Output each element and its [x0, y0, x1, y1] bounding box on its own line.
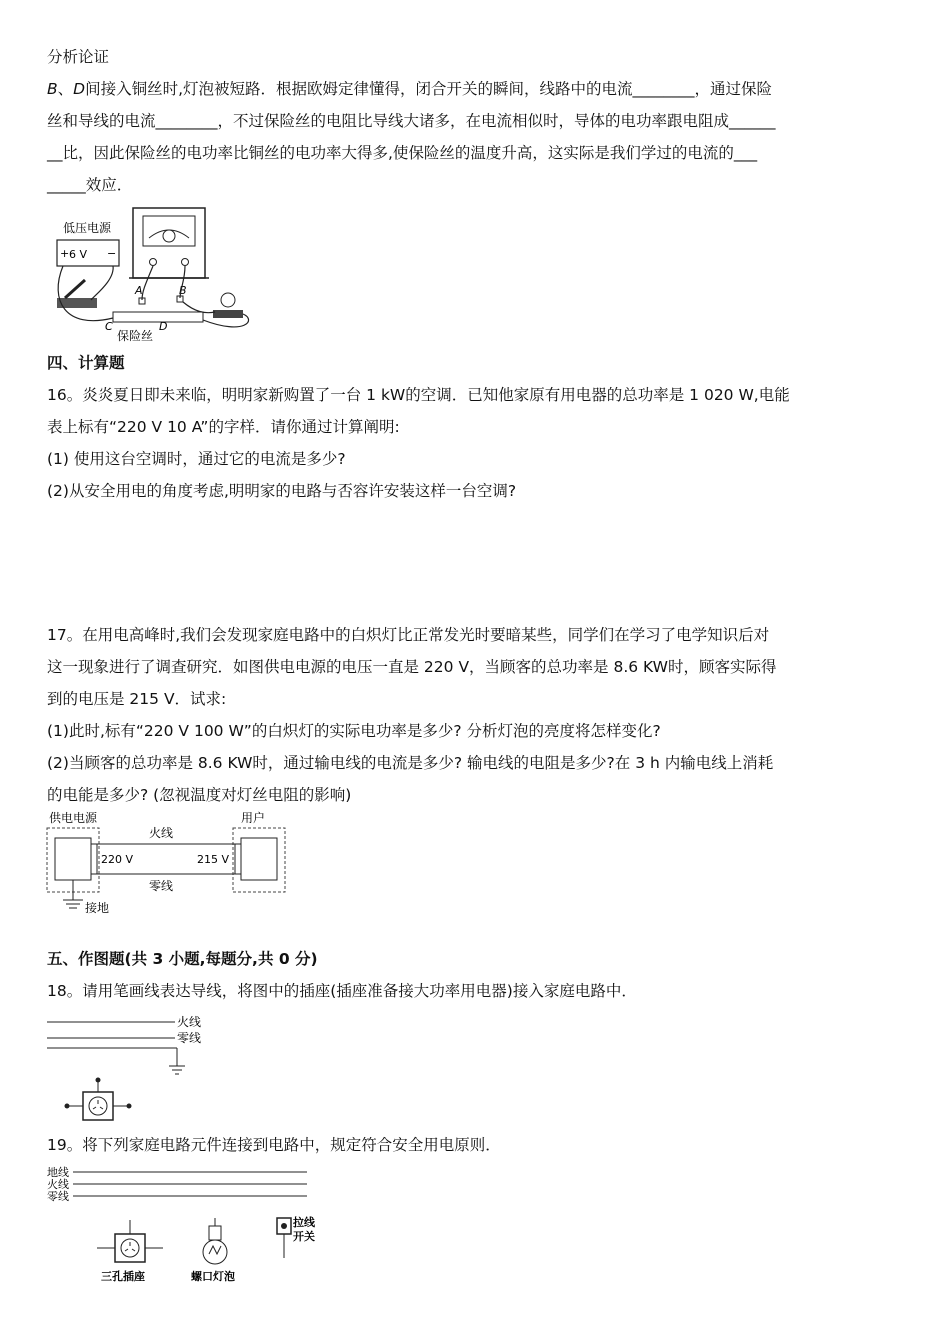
terminal-b: B: [179, 284, 187, 297]
q18-socket-figure: [45, 1008, 225, 1126]
q15-line-1: [47, 78, 772, 100]
source-voltage: 220 V: [101, 853, 134, 866]
fuse-board: [113, 312, 203, 322]
meter-dial-icon: [163, 230, 175, 242]
separator: 、: [57, 80, 74, 98]
bulb-base: [213, 310, 243, 318]
q19-household-circuit-figure: [45, 1162, 315, 1284]
terminal-d: D: [159, 320, 168, 333]
meter-terminal-left: [150, 259, 157, 266]
q17-line-2: 这一现象进行了调查研究．如图供电电源的电压一直是 220 V，当顾客的总功率是 8.6 KW时，顾客实际得: [47, 658, 777, 676]
analysis-heading: 分析论证: [47, 48, 110, 66]
user-voltage: 215 V: [197, 853, 230, 866]
switch-knife: [65, 280, 85, 298]
q18-line-1: 18。请用笔画线表达导线，将图中的插座(插座准备接大功率用电器)接入家庭电路中．: [47, 982, 637, 1000]
q16-line-1: 16。炎炎夏日即未来临，明明家新购置了一台 1 kW的空调．已知他家原有用电器的总功率是 1 020 W,电能: [47, 386, 790, 404]
source-box: [55, 838, 91, 880]
socket-label: 三孔插座: [101, 1270, 145, 1283]
q15-line-1-text: 间接入铜丝时,灯泡被短路．根据欧姆定律懂得，闭合开关的瞬间，线路中的电流________，通过保险: [85, 80, 773, 98]
label-b: B: [47, 80, 58, 98]
meter-terminal-right: [182, 259, 189, 266]
live-wire-label: 火线: [47, 1178, 69, 1191]
switch-label-1: 拉线: [293, 1216, 315, 1229]
source-label: 供电电源: [49, 811, 98, 825]
switch-label-2: 开关: [293, 1230, 315, 1243]
ground-wire-label: 地线: [47, 1166, 69, 1179]
q19-line-1: 19。将下列家庭电路元件连接到电路中，规定符合安全用电原则．: [47, 1136, 501, 1154]
plus-sign: +: [60, 247, 70, 260]
screw-bulb-icon: [203, 1240, 227, 1264]
q16-line-3: (1) 使用这台空调时，通过它的电流是多少?: [47, 450, 346, 468]
neutral-wire-label: 零线: [149, 879, 174, 893]
ground-label: 接地: [85, 901, 110, 914]
q16-line-4: (2)从安全用电的角度考虑,明明家的电路与否容许安装这样一台空调?: [47, 482, 517, 500]
q17-line-3: 到的电压是 215 V．试求:: [47, 690, 227, 708]
neutral-label: 零线: [177, 1031, 202, 1045]
q17-line-6: 的电能是多少? (忽视温度对灯丝电阻的影响): [47, 786, 352, 804]
label-d: D: [73, 80, 86, 98]
q17-line-1: 17。在用电高峰时,我们会发现家庭电路中的白炽灯比正常发光时要暗某些，同学们在学习了电学知识后对: [47, 626, 770, 644]
section-5-heading: 五、作图题(共 3 小题,每题分,共 0 分): [47, 950, 318, 968]
q15-line-4: _____效应．: [47, 176, 133, 194]
neutral-wire-label: 零线: [47, 1190, 69, 1203]
q17-line-5: (2)当顾客的总功率是 8.6 KW时，通过输电线的电流是多少? 输电线的电阻是多少?在 3 h 内输电线上消耗: [47, 754, 774, 772]
power-supply-label: 低压电源: [63, 221, 112, 235]
section-4-heading: 四、计算题: [47, 354, 125, 372]
terminal-c: C: [105, 320, 113, 333]
q17-line-4: (1)此时,标有“220 V 100 W”的白炽灯的实际电功率是多少? 分析灯泡的亮度将怎样变化?: [47, 722, 661, 740]
q17-power-line-figure: [45, 808, 295, 914]
q16-line-2: 表上标有“220 V 10 A”的字样．请你通过计算阐明:: [47, 418, 400, 436]
fuse-label: 保险丝: [117, 329, 154, 343]
bulb-icon: [221, 293, 235, 307]
user-box: [241, 838, 277, 880]
terminal-a: A: [135, 284, 143, 297]
live-label: 火线: [177, 1015, 202, 1029]
user-label: 用户: [241, 811, 266, 825]
q15-line-3: __比，因此保险丝的电功率比铜丝的电功率大得多,使保险丝的温度升高，这实际是我们学过的电流的___: [47, 144, 758, 162]
bulb-screw-base: [209, 1226, 221, 1240]
bulb-label: 螺口灯泡: [191, 1270, 235, 1283]
minus-sign: −: [107, 247, 117, 260]
q15-line-2: 丝和导线的电流________，不过保险丝的电阻比导线大诸多，在电流相似时，导体的电功率跟电阻成______: [47, 112, 776, 130]
live-wire-label: 火线: [149, 826, 174, 840]
q15-circuit-figure: [45, 200, 260, 345]
voltage-label: 6 V: [69, 248, 88, 261]
